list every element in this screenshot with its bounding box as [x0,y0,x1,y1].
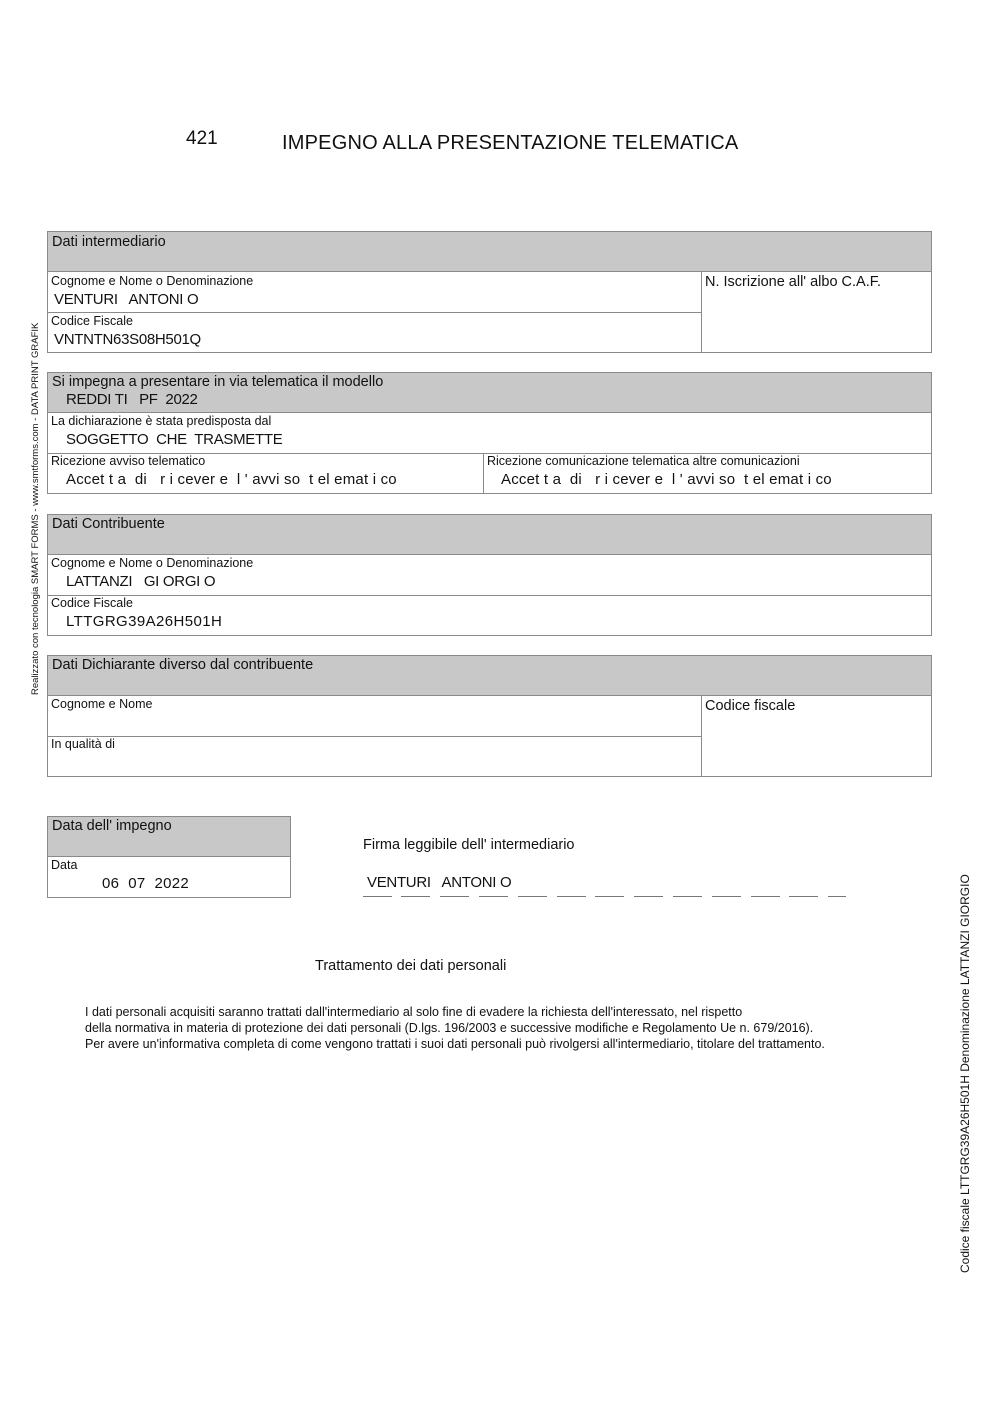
qualita-label: In qualità di [51,737,115,751]
privacy-line: della normativa in materia di protezione dei dati personali (D.lgs. 196/2003 e successive modifiche e Regolamento Ue n. 679/2016). [85,1021,814,1035]
avviso-label: Ricezione avviso telematico [51,454,206,468]
dichiarante-name-label: Cognome e Nome [51,697,153,711]
dichiarante-section [47,655,932,777]
dichiarante-cf-label: Codice fiscale [705,698,796,714]
side-taxpayer-text: Codice fiscale LTTGRG39A26H501H Denominazione LATTANZI GIORGIO [958,874,972,1273]
contribuente-cf-label: Codice Fiscale [51,596,133,610]
intermediario-title: Dati intermediario [52,234,166,250]
contribuente-section [47,514,932,636]
albo-label: N. Iscrizione all' albo C.A.F. [705,274,882,290]
impegno-section [47,372,932,494]
avviso-value: Accet t a di r i cever e l ' avvi so t el emat i co [66,471,397,488]
intermediario-cf-value: VNTNTN63S08H501Q [54,331,201,348]
prepared-value: SOGGETTO CHE TRASMETTE [66,431,283,448]
page-number: 421 [186,128,218,149]
contribuente-title: Dati Contribuente [52,516,165,532]
side-credit-text: Realizzato con tecnologia SMART FORMS - www.smtforms.com - DATA PRINT GRAFIK [30,322,41,695]
comunicazioni-value: Accet t a di r i cever e l ' avvi so t el emat i co [501,471,832,488]
contribuente-cf-value: LTTGRG39A26H501H [66,613,223,630]
intermediario-cf-label: Codice Fiscale [51,314,133,328]
prepared-label: La dichiarazione è stata predisposta dal [51,414,272,428]
intermediario-name-value: VENTURI ANTONI O [54,291,199,308]
dichiarante-title: Dati Dichiarante diverso dal contribuente [52,657,314,673]
intermediario-section [47,231,932,353]
page-title: IMPEGNO ALLA PRESENTAZIONE TELEMATICA [282,132,739,154]
intermediario-name-label: Cognome e Nome o Denominazione [51,274,254,288]
date-label: Data [51,858,78,872]
data-impegno-section [47,816,291,898]
firma-value: VENTURI ANTONI O [367,874,512,891]
contribuente-name-label: Cognome e Nome o Denominazione [51,556,254,570]
impegno-title: Si impegna a presentare in via telematica il modello [52,374,384,390]
data-impegno-title: Data dell' impegno [52,818,172,834]
privacy-text [85,1004,825,1052]
privacy-line: Per avere un'informativa completa di come vengono trattati i suoi dati personali può rivolgersi all'intermediario, titolare del trattamento. [85,1037,825,1051]
date-value: 06 07 2022 [102,875,190,892]
firma-label: Firma leggibile dell' intermediario [363,837,575,853]
contribuente-name-value: LATTANZI GI ORGI O [66,573,216,590]
privacy-line: I dati personali acquisiti saranno trattati dall'intermediario al solo fine di evadere la richiesta dell'interessato, nel rispetto [85,1005,743,1019]
model-value: REDDI TI PF 2022 [66,391,198,408]
comunicazioni-label: Ricezione comunicazione telematica altre comunicazioni [487,454,800,468]
privacy-title: Trattamento dei dati personali [315,958,507,974]
